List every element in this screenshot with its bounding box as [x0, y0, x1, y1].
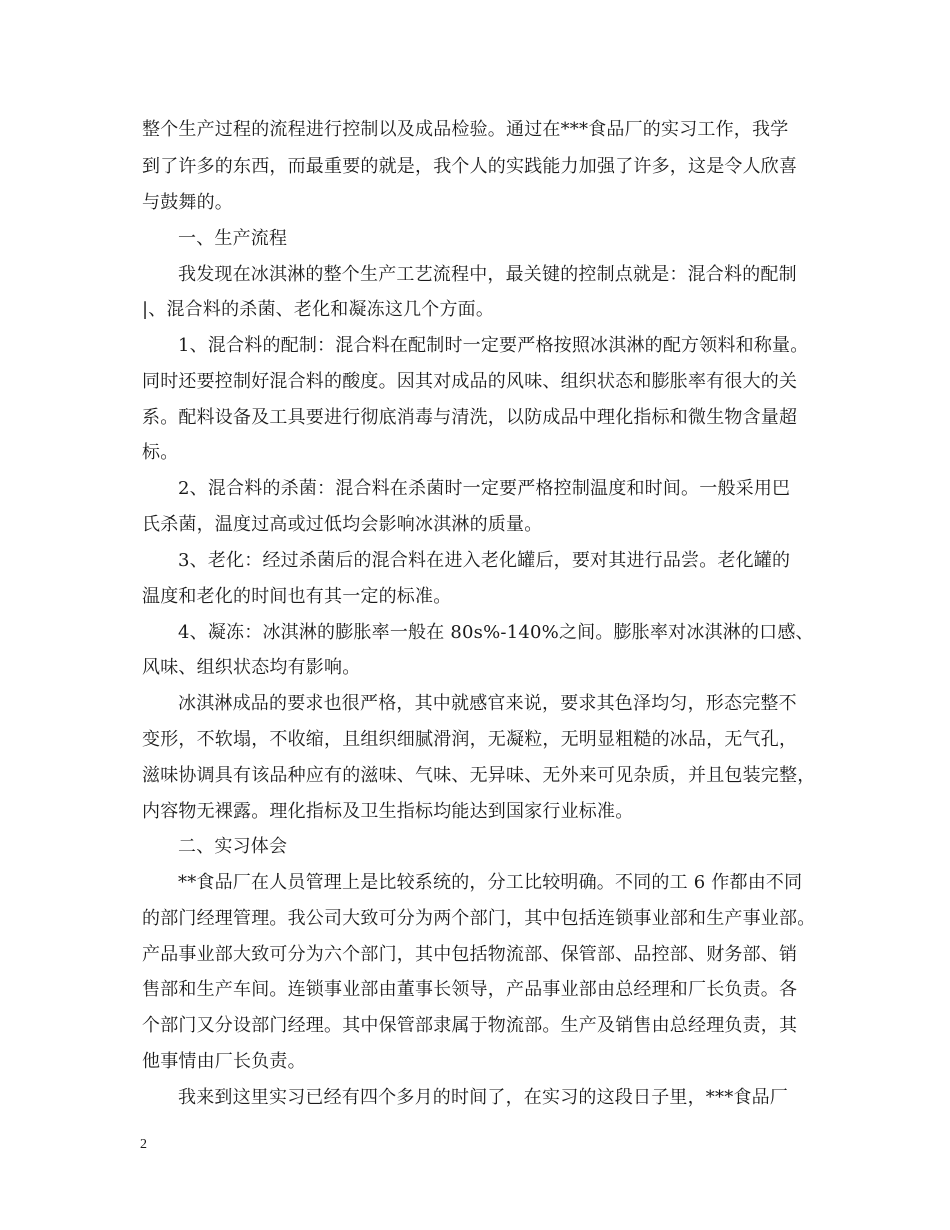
body-text-line: 滋味协调具有该品种应有的滋味、气味、无异味、无外来可见杂质，并且包装完整，: [142, 765, 816, 786]
section-heading-internship-experience: 二、实习体会: [178, 836, 288, 857]
body-text-line: 他事情由厂长负责。: [142, 1051, 306, 1072]
body-text-line: 风味、组织状态均有影响。: [142, 657, 361, 678]
body-text-line: **食品厂在人员管理上是比较系统的，分工比较明确。不同的工 6 作都由不同: [178, 872, 803, 893]
body-text-line: 变形，不软塌，不收缩，且组织细腻滑润，无凝粒，无明显粗糙的冰品，无气孔，: [142, 729, 798, 750]
body-text-line: 氏杀菌，温度过高或过低均会影响冰淇淋的质量。: [142, 514, 543, 535]
list-item-mix-preparation: 1、混合料的配制：混合料在配制时一定要严格按照冰淇淋的配方领料和称量。: [178, 335, 809, 356]
body-text-line: 温度和老化的时间也有其一定的标准。: [142, 586, 452, 607]
body-text-line: 同时还要控制好混合料的酸度。因其对成品的风味、组织状态和膨胀率有很大的关: [142, 371, 798, 392]
list-item-aging: 3、老化：经过杀菌后的混合料在进入老化罐后，要对其进行品尝。老化罐的: [178, 550, 791, 571]
body-text-line: 售部和生产车间。连锁事业部由董事长领导，产品事业部由总经理和厂长负责。各: [142, 979, 798, 1000]
body-text-line: 的部门经理管理。我公司大致可分为两个部门，其中包括连锁事业部和生产事业部。: [142, 908, 816, 929]
list-item-freezing: 4、凝冻：冰淇淋的膨胀率一般在 80s%-140%之间。膨胀率对冰淇淋的口感、: [178, 622, 814, 643]
body-text-line: 冰淇淋成品的要求也很严格，其中就感官来说，要求其色泽均匀，形态完整不: [178, 693, 797, 714]
body-text-line: 到了许多的东西，而最重要的就是，我个人的实践能力加强了许多，这是令人欣喜: [142, 156, 798, 177]
body-text-line: 我来到这里实习已经有四个多月的时间了，在实习的这段日子里，***食品厂: [178, 1087, 788, 1108]
body-text-line: 标。: [142, 442, 179, 463]
body-text-line: 系。配料设备及工具要进行彻底消毒与清洗，以防成品中理化指标和微生物含量超: [142, 407, 798, 428]
section-heading-production-process: 一、生产流程: [178, 228, 288, 249]
body-text-line: 内容物无裸露。理化指标及卫生指标均能达到国家行业标准。: [142, 801, 634, 822]
body-text-line: 个部门又分设部门经理。其中保管部隶属于物流部。生产及销售由总经理负责，其: [142, 1015, 798, 1036]
body-text-line: 与鼓舞的。: [142, 192, 233, 213]
page-number: 2: [140, 1137, 147, 1152]
body-text-line: 整个生产过程的流程进行控制以及成品检验。通过在***食品厂的实习工作，我学: [142, 119, 789, 140]
list-item-sterilization: 2、混合料的杀菌：混合料在杀菌时一定要严格控制温度和时间。一般采用巴: [178, 478, 791, 499]
body-text-line: 我发现在冰淇淋的整个生产工艺流程中，最关键的控制点就是：混合料的配制: [178, 264, 797, 285]
body-text-line: |、混合料的杀菌、老化和凝冻这几个方面。: [142, 299, 495, 320]
body-text-line: 产品事业部大致可分为六个部门，其中包括物流部、保管部、品控部、财务部、销: [142, 944, 798, 965]
